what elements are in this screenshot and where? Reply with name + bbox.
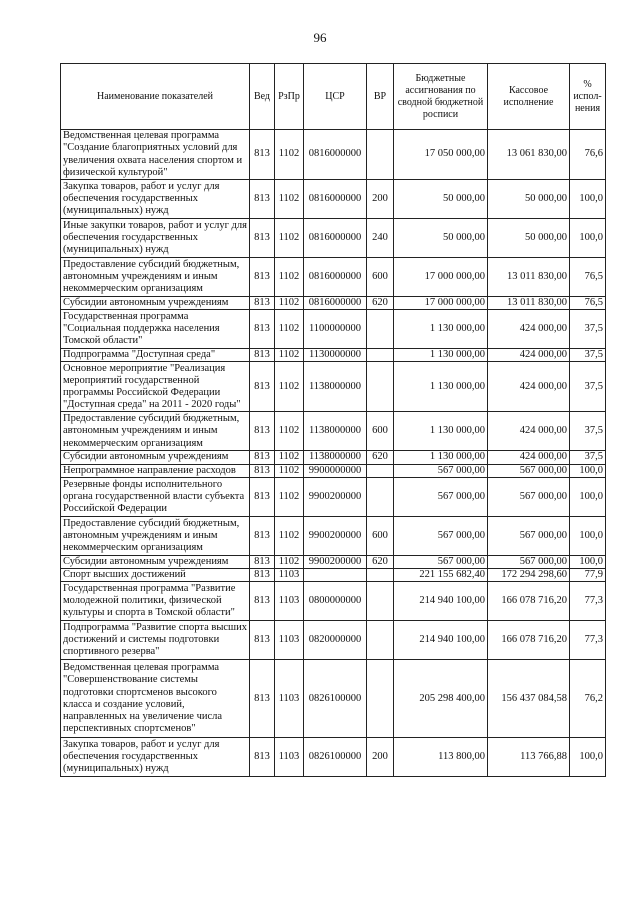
cell-percent: 76,6 <box>570 130 606 180</box>
cell-rzpr: 1102 <box>275 477 304 516</box>
cell-csr: 1130000000 <box>304 349 367 362</box>
cell-budget: 1 130 000,00 <box>394 310 488 349</box>
cell-name: Резервные фонды исполнительного органа государственной власти субъекта Российской Федерации <box>61 477 250 516</box>
cell-ved: 813 <box>250 310 275 349</box>
cell-ved: 813 <box>250 258 275 297</box>
cell-rzpr: 1102 <box>275 451 304 464</box>
cell-percent: 76,5 <box>570 258 606 297</box>
cell-rzpr: 1102 <box>275 362 304 412</box>
cell-percent: 77,3 <box>570 621 606 660</box>
cell-budget: 113 800,00 <box>394 738 488 777</box>
cell-cash: 567 000,00 <box>488 477 570 516</box>
cell-name: Закупка товаров, работ и услуг для обеспечения государственных (муниципальных) нужд <box>61 180 250 219</box>
cell-ved: 813 <box>250 621 275 660</box>
cell-cash: 424 000,00 <box>488 412 570 451</box>
cell-vr: 600 <box>367 516 394 555</box>
cell-ved: 813 <box>250 349 275 362</box>
cell-ved: 813 <box>250 464 275 477</box>
cell-vr: 620 <box>367 451 394 464</box>
table-row <box>61 412 606 451</box>
cell-rzpr: 1102 <box>275 180 304 219</box>
cell-name: Предоставление субсидий бюджетным, автономным учреждениям и иным некоммерческим организациям <box>61 516 250 555</box>
cell-rzpr: 1102 <box>275 297 304 310</box>
cell-ved: 813 <box>250 180 275 219</box>
cell-vr: 600 <box>367 258 394 297</box>
cell-budget: 221 155 682,40 <box>394 569 488 582</box>
budget-execution-table <box>60 63 606 777</box>
cell-budget: 50 000,00 <box>394 180 488 219</box>
cell-rzpr: 1103 <box>275 660 304 738</box>
header-vr: ВР <box>367 64 394 130</box>
cell-vr <box>367 464 394 477</box>
header-csr: ЦСР <box>304 64 367 130</box>
cell-budget: 17 000 000,00 <box>394 258 488 297</box>
table-row <box>61 738 606 777</box>
cell-ved: 813 <box>250 297 275 310</box>
cell-name: Непрограммное направление расходов <box>61 464 250 477</box>
cell-percent: 37,5 <box>570 451 606 464</box>
cell-cash: 567 000,00 <box>488 516 570 555</box>
cell-ved: 813 <box>250 219 275 258</box>
cell-name: Субсидии автономным учреждениям <box>61 451 250 464</box>
cell-name: Закупка товаров, работ и услуг для обеспечения государственных (муниципальных) нужд <box>61 738 250 777</box>
cell-budget: 567 000,00 <box>394 555 488 568</box>
cell-csr: 0816000000 <box>304 180 367 219</box>
header-cash: Кассовое исполнение <box>488 64 570 130</box>
table-row <box>61 130 606 180</box>
cell-ved: 813 <box>250 412 275 451</box>
cell-csr: 1138000000 <box>304 362 367 412</box>
header-rzpr: РзПр <box>275 64 304 130</box>
cell-rzpr: 1102 <box>275 464 304 477</box>
header-name: Наименование показателей <box>61 64 250 130</box>
cell-csr: 0826100000 <box>304 660 367 738</box>
cell-percent: 77,9 <box>570 569 606 582</box>
cell-cash: 424 000,00 <box>488 310 570 349</box>
cell-percent: 76,5 <box>570 297 606 310</box>
cell-ved: 813 <box>250 477 275 516</box>
cell-name: Субсидии автономным учреждениям <box>61 555 250 568</box>
cell-ved: 813 <box>250 130 275 180</box>
table-row <box>61 310 606 349</box>
cell-csr: 0816000000 <box>304 219 367 258</box>
cell-cash: 166 078 716,20 <box>488 621 570 660</box>
table-row <box>61 621 606 660</box>
cell-csr: 9900000000 <box>304 464 367 477</box>
cell-cash: 13 061 830,00 <box>488 130 570 180</box>
header-ved: Вед <box>250 64 275 130</box>
page-number: 96 <box>313 30 327 45</box>
cell-ved: 813 <box>250 362 275 412</box>
cell-name: Ведомственная целевая программа "Совершенствование системы подготовки спортсменов высокого класса и создание условий, направленных на увеличение числа перспективных спортсменов" <box>61 660 250 738</box>
cell-cash: 166 078 716,20 <box>488 582 570 621</box>
cell-rzpr: 1102 <box>275 555 304 568</box>
table-row <box>61 297 606 310</box>
table-row <box>61 464 606 477</box>
cell-name: Субсидии автономным учреждениям <box>61 297 250 310</box>
cell-cash: 424 000,00 <box>488 451 570 464</box>
cell-name: Ведомственная целевая программа "Создание благоприятных условий для увеличения охвата населения спортом и физической культурой" <box>61 130 250 180</box>
cell-vr <box>367 310 394 349</box>
cell-csr: 1100000000 <box>304 310 367 349</box>
cell-budget: 1 130 000,00 <box>394 362 488 412</box>
cell-ved: 813 <box>250 555 275 568</box>
cell-name: Предоставление субсидий бюджетным, автономным учреждениям и иным некоммерческим организациям <box>61 258 250 297</box>
table-row <box>61 362 606 412</box>
cell-ved: 813 <box>250 582 275 621</box>
cell-vr: 600 <box>367 412 394 451</box>
cell-vr <box>367 349 394 362</box>
table-row <box>61 180 606 219</box>
cell-csr <box>304 569 367 582</box>
cell-ved: 813 <box>250 660 275 738</box>
cell-cash: 50 000,00 <box>488 180 570 219</box>
cell-rzpr: 1102 <box>275 412 304 451</box>
cell-rzpr: 1103 <box>275 738 304 777</box>
cell-csr: 0816000000 <box>304 258 367 297</box>
cell-rzpr: 1102 <box>275 258 304 297</box>
cell-csr: 0816000000 <box>304 297 367 310</box>
cell-csr: 9900200000 <box>304 477 367 516</box>
cell-rzpr: 1102 <box>275 310 304 349</box>
cell-csr: 0800000000 <box>304 582 367 621</box>
cell-rzpr: 1103 <box>275 569 304 582</box>
cell-csr: 0826100000 <box>304 738 367 777</box>
cell-percent: 100,0 <box>570 219 606 258</box>
cell-percent: 100,0 <box>570 477 606 516</box>
cell-budget: 567 000,00 <box>394 477 488 516</box>
cell-rzpr: 1102 <box>275 349 304 362</box>
cell-budget: 214 940 100,00 <box>394 621 488 660</box>
cell-vr <box>367 130 394 180</box>
cell-rzpr: 1103 <box>275 582 304 621</box>
cell-budget: 1 130 000,00 <box>394 349 488 362</box>
cell-vr <box>367 362 394 412</box>
cell-percent: 100,0 <box>570 555 606 568</box>
cell-budget: 1 130 000,00 <box>394 451 488 464</box>
cell-csr: 9900200000 <box>304 516 367 555</box>
cell-name: Иные закупки товаров, работ и услуг для обеспечения государственных (муниципальных) нужд <box>61 219 250 258</box>
cell-csr: 0816000000 <box>304 130 367 180</box>
cell-budget: 205 298 400,00 <box>394 660 488 738</box>
cell-ved: 813 <box>250 451 275 464</box>
cell-csr: 0820000000 <box>304 621 367 660</box>
table-row <box>61 660 606 738</box>
table-row <box>61 516 606 555</box>
cell-percent: 100,0 <box>570 738 606 777</box>
cell-csr: 1138000000 <box>304 412 367 451</box>
cell-rzpr: 1103 <box>275 621 304 660</box>
table-header-row <box>61 64 606 130</box>
cell-vr <box>367 621 394 660</box>
cell-name: Основное мероприятие "Реализация мероприятий государственной программы Российской Федерации "Доступная среда" на 2011 - 2020 годы" <box>61 362 250 412</box>
cell-vr: 240 <box>367 219 394 258</box>
cell-budget: 567 000,00 <box>394 516 488 555</box>
cell-cash: 567 000,00 <box>488 555 570 568</box>
cell-budget: 17 000 000,00 <box>394 297 488 310</box>
header-budget: Бюджетные ассигнования по сводной бюджетной росписи <box>394 64 488 130</box>
cell-percent: 37,5 <box>570 412 606 451</box>
cell-budget: 1 130 000,00 <box>394 412 488 451</box>
cell-ved: 813 <box>250 516 275 555</box>
cell-percent: 77,3 <box>570 582 606 621</box>
cell-vr <box>367 582 394 621</box>
cell-cash: 156 437 084,58 <box>488 660 570 738</box>
cell-percent: 100,0 <box>570 180 606 219</box>
cell-rzpr: 1102 <box>275 130 304 180</box>
cell-name: Государственная программа "Социальная поддержка населения Томской области" <box>61 310 250 349</box>
table-row <box>61 582 606 621</box>
cell-cash: 424 000,00 <box>488 362 570 412</box>
cell-percent: 76,2 <box>570 660 606 738</box>
header-percent: % испол-нения <box>570 64 606 130</box>
cell-budget: 214 940 100,00 <box>394 582 488 621</box>
cell-name: Предоставление субсидий бюджетным, автономным учреждениям и иным некоммерческим организациям <box>61 412 250 451</box>
cell-vr <box>367 660 394 738</box>
cell-cash: 13 011 830,00 <box>488 258 570 297</box>
cell-vr: 200 <box>367 180 394 219</box>
cell-ved: 813 <box>250 738 275 777</box>
cell-percent: 37,5 <box>570 349 606 362</box>
cell-cash: 50 000,00 <box>488 219 570 258</box>
table-row <box>61 555 606 568</box>
cell-percent: 100,0 <box>570 464 606 477</box>
cell-cash: 113 766,88 <box>488 738 570 777</box>
cell-ved: 813 <box>250 569 275 582</box>
cell-name: Подпрограмма "Развитие спорта высших достижений и системы подготовки спортивного резерва" <box>61 621 250 660</box>
cell-vr: 620 <box>367 297 394 310</box>
cell-percent: 100,0 <box>570 516 606 555</box>
table-row <box>61 258 606 297</box>
cell-percent: 37,5 <box>570 310 606 349</box>
table-row <box>61 477 606 516</box>
cell-csr: 1138000000 <box>304 451 367 464</box>
cell-percent: 37,5 <box>570 362 606 412</box>
cell-budget: 567 000,00 <box>394 464 488 477</box>
table-row <box>61 569 606 582</box>
cell-csr: 9900200000 <box>304 555 367 568</box>
cell-cash: 424 000,00 <box>488 349 570 362</box>
cell-vr: 620 <box>367 555 394 568</box>
cell-vr <box>367 477 394 516</box>
table-row <box>61 349 606 362</box>
cell-cash: 567 000,00 <box>488 464 570 477</box>
cell-vr: 200 <box>367 738 394 777</box>
cell-cash: 172 294 298,60 <box>488 569 570 582</box>
cell-name: Государственная программа "Развитие молодежной политики, физической культуры и спорта в Томской области" <box>61 582 250 621</box>
cell-name: Подпрограмма "Доступная среда" <box>61 349 250 362</box>
cell-rzpr: 1102 <box>275 516 304 555</box>
cell-rzpr: 1102 <box>275 219 304 258</box>
cell-cash: 13 011 830,00 <box>488 297 570 310</box>
table-row <box>61 451 606 464</box>
cell-name: Спорт высших достижений <box>61 569 250 582</box>
cell-budget: 17 050 000,00 <box>394 130 488 180</box>
table-row <box>61 219 606 258</box>
cell-vr <box>367 569 394 582</box>
cell-budget: 50 000,00 <box>394 219 488 258</box>
